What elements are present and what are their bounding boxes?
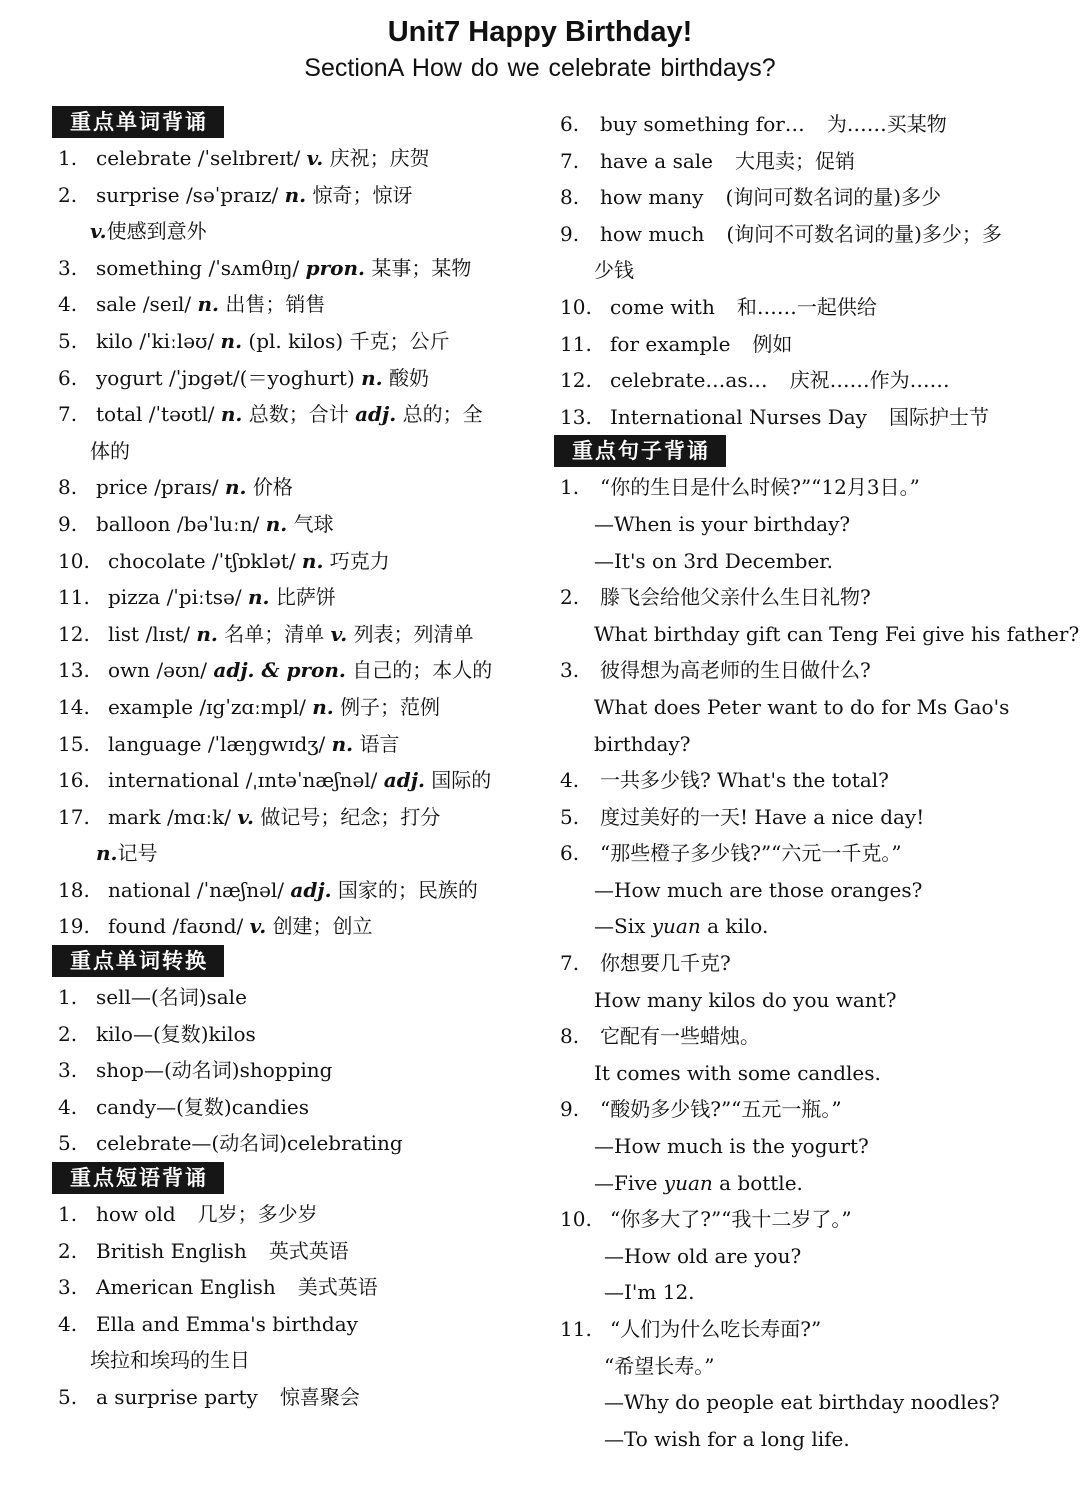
item-number: 18. xyxy=(58,877,90,902)
item-number: 2. xyxy=(58,182,78,207)
phrase-entry xyxy=(96,1196,522,1233)
vocab-pos: v. xyxy=(237,804,254,829)
vocab-pos: v. xyxy=(249,914,267,939)
item-number: 11. xyxy=(560,331,592,356)
sentence-line: It comes with some candles. xyxy=(594,1060,881,1085)
item-number: 3. xyxy=(560,658,580,683)
vocab-meaning: 语言 xyxy=(359,731,400,756)
phrase-chinese: (询问不可数名词的量)多少；多 xyxy=(726,221,1002,246)
vocab-word: language xyxy=(108,731,202,756)
transform-text: shop—(动名词)shopping xyxy=(96,1058,333,1083)
phrase-english: celebrate…as… xyxy=(610,368,768,393)
vocab-pos: v. xyxy=(306,146,324,170)
sentence-line: How many kilos do you want? xyxy=(594,987,897,1012)
phrase-english: buy something for… xyxy=(600,112,805,136)
sentence-item xyxy=(554,1311,1034,1348)
phrase-item xyxy=(52,1196,522,1233)
item-number: 7. xyxy=(58,402,78,427)
item-number: 4. xyxy=(560,768,580,793)
sentence-line: —How old are you? xyxy=(604,1243,802,1268)
vocab-meaning: 列表；列清单 xyxy=(353,621,474,646)
phrase-chinese: 为……买某物 xyxy=(826,112,947,136)
phrase-item xyxy=(554,289,1034,326)
vocab-entry xyxy=(96,323,522,360)
phrase-chinese: (询问可数名词的量)多少 xyxy=(725,185,942,210)
vocab-word: kilo xyxy=(96,328,133,353)
vocab-entry xyxy=(108,908,522,945)
item-number: 12. xyxy=(560,368,592,393)
item-number: 6. xyxy=(560,112,580,136)
vocab-item xyxy=(52,286,522,323)
phrase-item xyxy=(554,362,1034,399)
vocab-phonetic: /ˈlæŋgwɪdʒ/ xyxy=(207,731,326,756)
sentence-item xyxy=(554,945,1034,982)
vocab-word: total xyxy=(96,402,143,427)
item-number: 9. xyxy=(560,1097,580,1122)
sentence-line xyxy=(554,908,1034,945)
phrase-english: for example xyxy=(610,331,731,356)
phrase-entry xyxy=(610,399,1034,436)
sentence-line: —How much is the yogurt? xyxy=(594,1134,869,1159)
vocab-word: mark xyxy=(108,804,161,829)
item-number: 5. xyxy=(58,1385,78,1409)
item-number: 19. xyxy=(58,914,90,939)
item-number: 15. xyxy=(58,731,90,756)
vocab-entry xyxy=(108,689,522,726)
sentence-first-line: 彼得想为高老师的生日做什么? xyxy=(600,658,871,683)
phrase-chinese: 惊喜聚会 xyxy=(279,1385,360,1409)
item-number: 2. xyxy=(58,1021,78,1046)
vocab-phonetic: /ˈpiːtsə/ xyxy=(166,585,242,610)
vocab-meaning: 总数；合计 xyxy=(248,402,349,427)
vocab-meaning: 做记号；纪念；打分 xyxy=(260,804,441,829)
phrase-chinese: 几岁；多少岁 xyxy=(197,1202,318,1227)
phrase-chinese: 例如 xyxy=(752,331,793,356)
vocab-phonetic: /ˈtəʊtl/ xyxy=(148,402,215,427)
vocab-item xyxy=(52,140,522,177)
item-number: 1. xyxy=(58,985,78,1010)
phrase-list-right xyxy=(554,106,1034,435)
vocab-item xyxy=(52,579,522,616)
vocab-meaning: 惊奇；惊讶 xyxy=(312,182,413,207)
vocab-meaning: 气球 xyxy=(293,511,334,536)
item-number: 7. xyxy=(560,951,580,976)
sentence-item xyxy=(554,579,1034,616)
item-number: 9. xyxy=(560,221,580,246)
item-number: 10. xyxy=(560,294,592,319)
item-number: 6. xyxy=(58,365,78,390)
sentence-item xyxy=(554,1091,1034,1128)
phrase-item xyxy=(554,399,1034,436)
sentence-item xyxy=(554,469,1034,506)
sentence-line: —To wish for a long life. xyxy=(604,1426,850,1451)
sentence-text-part: a kilo. xyxy=(700,914,769,939)
item-number: 8. xyxy=(58,475,78,500)
item-number: 5. xyxy=(58,1131,78,1156)
vocab-item xyxy=(52,616,522,653)
phrase-english: how many xyxy=(600,185,704,210)
sentence-italic-word: yuan xyxy=(663,1170,713,1195)
sentence-italic-word: yuan xyxy=(651,914,701,939)
vocab-phonetic: /ˈnæʃnəl/ xyxy=(196,877,285,902)
sentence-first-line: “你的生日是什么时候?”“12月3日。” xyxy=(600,475,920,500)
sentence-list xyxy=(554,469,1080,1457)
transform-text: kilo—(复数)kilos xyxy=(96,1021,256,1046)
vocab-pos: n. xyxy=(220,328,243,353)
vocab-phonetic: /bəˈluːn/ xyxy=(176,511,260,536)
vocab-phonetic: /ɪgˈzɑːmpl/ xyxy=(199,694,306,719)
page-subtitle: SectionA How do we celebrate birthdays? xyxy=(304,54,776,82)
item-number: 5. xyxy=(58,328,78,353)
phrase-item xyxy=(554,143,1034,180)
vocab-item xyxy=(52,360,522,397)
transform-item xyxy=(52,979,522,1016)
vocab-item xyxy=(52,250,522,287)
transform-text: celebrate—(动名词)celebrating xyxy=(96,1131,403,1156)
sentence-item xyxy=(554,652,1034,689)
transform-text: sell—(名词)sale xyxy=(96,985,247,1010)
vocab-meaning: 名单；清单 xyxy=(224,621,325,646)
phrase-english: come with xyxy=(610,294,715,319)
sentence-first-line: “你多大了?”“我十二岁了。” xyxy=(610,1207,852,1232)
vocab-meaning: 记号 xyxy=(117,841,158,866)
transform-text: candy—(复数)candies xyxy=(96,1094,310,1119)
vocab-phonetic: /əʊn/ xyxy=(156,658,208,683)
vocab-meaning: 庆祝；庆贺 xyxy=(329,146,430,170)
vocab-meaning: 体的 xyxy=(90,438,130,463)
item-number: 1. xyxy=(58,1202,78,1227)
sentence-first-line: 它配有一些蜡烛。 xyxy=(600,1024,760,1049)
vocab-entry xyxy=(108,762,522,799)
sentence-first-line: “酸奶多少钱?”“五元一瓶。” xyxy=(600,1097,842,1122)
vocab-word: something xyxy=(96,255,203,280)
vocab-item xyxy=(52,323,522,360)
item-number: 12. xyxy=(58,621,90,646)
vocab-item-continued xyxy=(52,835,522,872)
vocab-word: celebrate xyxy=(96,146,192,170)
vocab-item xyxy=(52,726,522,763)
phrase-entry xyxy=(600,143,1034,180)
vocab-item-continued xyxy=(52,213,522,250)
vocab-meaning: 酸奶 xyxy=(388,365,429,390)
phrase-english: a surprise party xyxy=(96,1385,258,1409)
phrase-chinese: 大甩卖；促销 xyxy=(735,148,855,173)
phrase-entry xyxy=(600,216,1034,253)
phrase-english: Ella and Emma's birthday xyxy=(96,1311,358,1336)
vocab-item xyxy=(52,469,522,506)
sentence-text-part: —Five xyxy=(594,1170,664,1195)
item-number: 13. xyxy=(560,404,592,429)
vocab-pos: n. xyxy=(284,182,307,207)
phrase-chinese: 美式英语 xyxy=(297,1275,378,1300)
vocab-phonetic: /seɪl/ xyxy=(142,292,192,317)
item-number: 7. xyxy=(560,148,580,173)
vocab-pos: v. xyxy=(330,621,348,646)
item-number: 4. xyxy=(58,1311,78,1336)
vocab-entry xyxy=(108,799,522,836)
sentence-first-line: 度过美好的一天! Have a nice day! xyxy=(600,804,925,829)
vocab-word: surprise xyxy=(96,182,180,207)
vocab-entry xyxy=(96,140,522,177)
sentence-line: —How much are those oranges? xyxy=(594,877,923,902)
vocab-item xyxy=(52,689,522,726)
vocab-pos: n. xyxy=(196,621,218,646)
sentence-line: —Why do people eat birthday noodles? xyxy=(604,1390,1000,1415)
vocab-pos: adj. xyxy=(290,877,332,902)
sentence-line-text xyxy=(594,908,768,945)
vocab-pos: n. xyxy=(312,694,334,719)
sentence-line: —It's on 3rd December. xyxy=(594,548,834,573)
vocab-entry xyxy=(96,360,522,397)
vocab-word: list xyxy=(108,621,140,646)
vocab-meaning: 自己的；本人的 xyxy=(352,658,493,683)
vocab-pos: adj. xyxy=(383,768,425,793)
sentence-line: What does Peter want to do for Ms Gao's xyxy=(594,694,1010,719)
item-number: 5. xyxy=(560,804,580,829)
vocab-entry xyxy=(96,286,522,323)
vocab-pos: n. xyxy=(197,292,220,317)
item-number: 8. xyxy=(560,185,580,210)
item-number: 16. xyxy=(58,768,90,793)
section-header-sentences: 重点句子背诵 xyxy=(554,435,726,467)
item-number: 2. xyxy=(58,1238,78,1263)
item-number: 6. xyxy=(560,841,580,866)
item-number: 3. xyxy=(58,1275,78,1300)
vocab-pos: n. xyxy=(265,511,288,536)
phrase-entry xyxy=(600,179,1034,216)
vocab-phonetic: /ˈtʃɒklət/ xyxy=(211,548,296,573)
vocab-word: balloon xyxy=(96,511,171,536)
vocab-item xyxy=(52,872,522,909)
sentence-line: —When is your birthday? xyxy=(594,511,851,536)
sentence-text-part: a bottle. xyxy=(712,1170,803,1195)
vocab-word: yogurt xyxy=(96,365,163,390)
phrase-item xyxy=(52,1306,522,1343)
vocab-word: national xyxy=(108,877,191,902)
vocab-item-continued xyxy=(52,433,522,470)
vocab-phonetic: /mɑːk/ xyxy=(166,804,232,829)
transform-item xyxy=(52,1125,522,1162)
vocab-entry xyxy=(96,506,522,543)
phrase-entry xyxy=(96,1233,522,1270)
phrase-english: how old xyxy=(96,1202,176,1227)
section-header-vocab: 重点单词背诵 xyxy=(52,106,224,138)
item-number: 9. xyxy=(58,511,78,536)
sentence-first-line: “那些橙子多少钱?”“六元一千克。” xyxy=(600,841,902,866)
vocab-entry xyxy=(96,396,522,433)
item-number: 3. xyxy=(58,255,78,280)
vocab-pos: adj. xyxy=(355,402,397,427)
sentence-line xyxy=(554,1165,1034,1202)
sentence-line: —I'm 12. xyxy=(604,1280,695,1305)
phrase-entry xyxy=(610,362,1034,399)
item-number: 1. xyxy=(560,475,580,500)
item-number: 17. xyxy=(58,804,90,829)
vocab-item xyxy=(52,652,522,689)
vocab-word: sale xyxy=(96,292,137,317)
sentence-first-line: 你想要几千克? xyxy=(600,951,731,976)
phrase-item xyxy=(52,1233,522,1270)
sentence-first-line: 一共多少钱? What's the total? xyxy=(600,768,889,793)
vocab-entry xyxy=(96,469,522,506)
sentence-line: “希望长寿。” xyxy=(604,1353,715,1378)
item-number: 10. xyxy=(58,548,90,573)
vocab-meaning: 使感到意外 xyxy=(106,219,207,244)
vocab-pos: n. xyxy=(247,585,270,610)
vocab-phonetic: /səˈpraɪz/ xyxy=(185,182,279,207)
vocab-item xyxy=(52,908,522,945)
item-number: 1. xyxy=(58,146,78,170)
vocab-phonetic: /praɪs/ xyxy=(154,475,219,500)
vocab-phonetic: /ˈkiːləʊ/ xyxy=(139,328,215,353)
sentence-first-line: 滕飞会给他父亲什么生日礼物? xyxy=(600,585,871,610)
vocab-entry xyxy=(108,726,522,763)
transform-item xyxy=(52,1089,522,1126)
vocab-pos: n. xyxy=(301,548,324,573)
vocab-pos: n. xyxy=(361,365,383,390)
vocab-meaning: 总的；全 xyxy=(402,402,483,427)
item-number: 4. xyxy=(58,292,78,317)
phrase-entry xyxy=(96,1269,522,1306)
vocab-word: pizza xyxy=(108,585,161,610)
item-number: 8. xyxy=(560,1024,580,1049)
phrase-entry xyxy=(600,106,1034,143)
phrase-item xyxy=(554,326,1034,363)
phrase-entry xyxy=(610,289,1034,326)
vocab-item xyxy=(52,762,522,799)
vocab-item xyxy=(52,506,522,543)
phrase-item xyxy=(554,216,1034,253)
vocab-list xyxy=(52,140,522,945)
item-number: 2. xyxy=(560,585,580,610)
vocab-meaning: 某事；某物 xyxy=(371,255,472,280)
transform-item xyxy=(52,1016,522,1053)
sentence-item xyxy=(554,799,1034,836)
vocab-entry xyxy=(108,652,522,689)
vocab-entry xyxy=(96,177,522,214)
vocab-word: found xyxy=(108,914,167,939)
phrase-item xyxy=(554,106,1034,143)
vocab-meaning: 国家的；民族的 xyxy=(337,877,478,902)
vocab-meaning: (pl. kilos) 千克；公斤 xyxy=(248,328,450,353)
vocab-phonetic: /ˈjɒgət/(＝yoghurt) xyxy=(168,365,355,390)
sentence-first-line: “人们为什么吃长寿面?” xyxy=(610,1317,822,1341)
sentence-line: What birthday gift can Teng Fei give his father? xyxy=(594,621,1080,646)
vocab-meaning: 国际的 xyxy=(431,768,492,793)
section-header-phrases: 重点短语背诵 xyxy=(52,1162,224,1194)
vocab-entry xyxy=(108,616,522,653)
phrase-chinese: 和……一起供给 xyxy=(736,294,877,319)
vocab-pos: n. xyxy=(224,475,247,500)
sentence-text-part: —Six xyxy=(594,914,652,939)
vocab-pos: n. xyxy=(96,841,118,866)
phrase-chinese: 国际护士节 xyxy=(888,404,989,429)
vocab-meaning: 出售；销售 xyxy=(225,292,326,317)
phrase-english: how much xyxy=(600,221,705,246)
phrase-entry xyxy=(96,1379,522,1416)
vocab-word: example xyxy=(108,694,194,719)
vocab-entry xyxy=(108,543,522,580)
vocab-phonetic: /ˌɪntəˈnæʃnəl/ xyxy=(245,768,378,793)
sentence-line: birthday? xyxy=(594,731,691,756)
phrase-english: have a sale xyxy=(600,148,713,173)
page-title: Unit7 Happy Birthday! xyxy=(387,16,693,48)
item-number: 10. xyxy=(560,1207,592,1232)
phrase-item-continued: 少钱 xyxy=(594,258,634,283)
vocab-phonetic: /ˈsʌmθɪŋ/ xyxy=(208,255,300,280)
vocab-pos: n. xyxy=(331,731,354,756)
vocab-phonetic: /lɪst/ xyxy=(145,621,191,646)
transform-item xyxy=(52,1052,522,1089)
vocab-word: own xyxy=(108,658,151,683)
item-number: 11. xyxy=(560,1317,592,1341)
sentence-item xyxy=(554,835,1034,872)
item-number: 11. xyxy=(58,585,90,610)
phrase-item xyxy=(52,1269,522,1306)
phrase-english: British English xyxy=(96,1238,247,1263)
vocab-meaning: 例子；范例 xyxy=(340,694,441,719)
vocab-pos: adj. & pron. xyxy=(213,658,346,683)
vocab-pos: n. xyxy=(220,402,243,427)
item-number: 13. xyxy=(58,658,90,683)
vocab-meaning: 巧克力 xyxy=(329,548,390,573)
vocab-entry xyxy=(96,250,522,287)
sentence-line-text xyxy=(594,1165,803,1202)
vocab-meaning: 价格 xyxy=(252,475,293,500)
left-column xyxy=(52,106,522,1416)
vocab-meaning: 比萨饼 xyxy=(275,585,336,610)
vocab-meaning: 创建；创立 xyxy=(272,914,373,939)
phrase-list-left xyxy=(52,1196,522,1416)
vocab-word: price xyxy=(96,475,148,500)
vocab-item xyxy=(52,543,522,580)
vocab-pos: v. xyxy=(90,219,107,244)
phrase-item-continued: 埃拉和埃玛的生日 xyxy=(90,1348,250,1373)
item-number: 14. xyxy=(58,694,90,719)
vocab-item xyxy=(52,396,522,433)
right-column xyxy=(554,106,1080,1457)
vocab-item xyxy=(52,799,522,836)
section-header-transform: 重点单词转换 xyxy=(52,945,224,977)
phrase-item xyxy=(554,179,1034,216)
vocab-entry xyxy=(108,579,522,616)
vocab-word: international xyxy=(108,768,240,793)
phrase-english: American English xyxy=(96,1275,276,1300)
vocab-phonetic: /faʊnd/ xyxy=(172,914,244,939)
vocab-pos: pron. xyxy=(305,255,366,280)
vocab-entry xyxy=(108,872,522,909)
phrase-english: International Nurses Day xyxy=(610,404,867,429)
vocab-item xyxy=(52,177,522,214)
sentence-item xyxy=(554,1201,1034,1238)
phrase-entry xyxy=(96,1306,522,1343)
sentence-item xyxy=(554,762,1034,799)
sentence-item xyxy=(554,1018,1034,1055)
item-number: 4. xyxy=(58,1094,78,1119)
phrase-chinese: 庆祝……作为…… xyxy=(789,368,950,393)
vocab-word: chocolate xyxy=(108,548,206,573)
phrase-entry xyxy=(610,326,1034,363)
phrase-chinese: 英式英语 xyxy=(268,1238,349,1263)
item-number: 3. xyxy=(58,1058,78,1083)
vocab-phonetic: /ˈselɪbreɪt/ xyxy=(197,146,301,170)
transform-list xyxy=(52,979,522,1162)
phrase-item xyxy=(52,1379,522,1416)
